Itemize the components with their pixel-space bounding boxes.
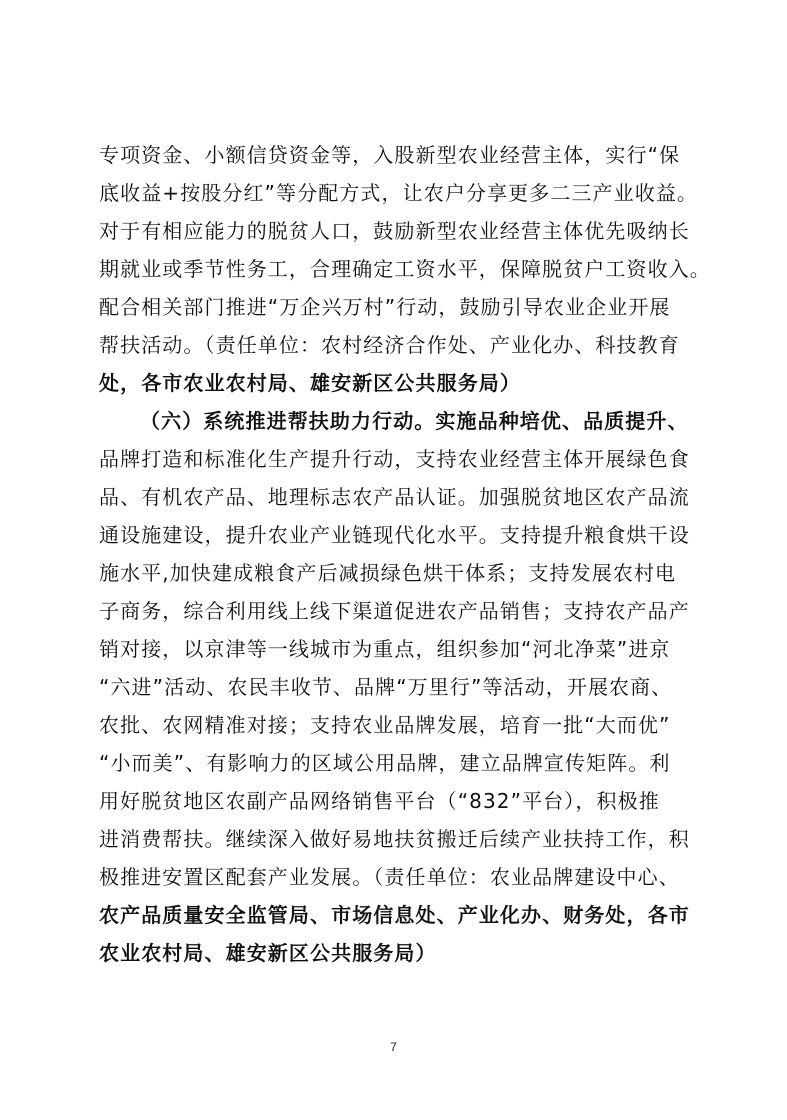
text-line-9: 品牌打造和标准化生产提升行动，支持农业经营主体开展绿色食	[99, 447, 690, 471]
text-line-21: 农产品质量安全监管局、市场信息处、产业化办、财务处，各市	[99, 903, 690, 927]
text-line-4: 期就业或季节性务工，合理确定工资水平，保障脱贫户工资收入。	[99, 257, 711, 281]
text-line-5: 配合相关部门推进“万企兴万村”行动，鼓励引导农业企业开展	[99, 295, 671, 319]
text-line-3: 对于有相应能力的脱贫人口，鼓励新型农业经营主体优先吸纳长	[99, 219, 690, 243]
text-line-6: 帮扶活动。（责任单位：农村经济合作处、产业化办、科技教育	[99, 333, 680, 357]
text-line-11: 通设施建设，提升农业产业链现代化水平。支持提升粮食烘干设	[99, 523, 690, 547]
text-line-16: 农批、农网精准对接；支持农业品牌发展，培育一批“大而优”	[99, 713, 671, 737]
text-line-2: 底收益+按股分红”等分配方式，让农户分享更多二三产业收益。	[99, 181, 699, 205]
text-line-20: 极推进安置区配套产业发展。（责任单位：农业品牌建设中心、	[99, 865, 680, 889]
text-line-10: 品、有机农产品、地理标志农产品认证。加强脱贫地区农产品流	[99, 485, 690, 509]
text-line-19: 进消费帮扶。继续深入做好易地扶贫搬迁后续产业扶持工作，积	[99, 827, 690, 851]
text-line-12: 施水平,加快建成粮食产后减损绿色烘干体系；支持发展农村电	[99, 561, 677, 585]
text-line-15: “六进”活动、农民丰收节、品牌“万里行”等活动，开展农商、	[99, 675, 673, 699]
text-line-7: 处，各市农业农村局、雄安新区公共服务局）	[99, 371, 521, 395]
section-heading: （六）系统推进帮扶助力行动。实施品种培优、品质提升、	[140, 409, 689, 433]
text-line-22: 农业农村局、雄安新区公共服务局）	[99, 941, 437, 965]
text-line-17: “小而美”、有影响力的区域公用品牌，建立品牌宣传矩阵。利	[99, 751, 671, 775]
text-line-13: 子商务，综合利用线上线下渠道促进农产品销售；支持农产品产	[99, 599, 690, 623]
page-number: 7	[390, 1040, 397, 1054]
text-line-1: 专项资金、小额信贷资金等，入股新型农业经营主体，实行“保	[99, 143, 681, 167]
text-line-14: 销对接，以京津等一线城市为重点，组织参加“河北净菜”进京	[99, 637, 671, 661]
text-line-18: 用好脱贫地区农副产品网络销售平台（“832”平台），积极推	[99, 789, 660, 813]
